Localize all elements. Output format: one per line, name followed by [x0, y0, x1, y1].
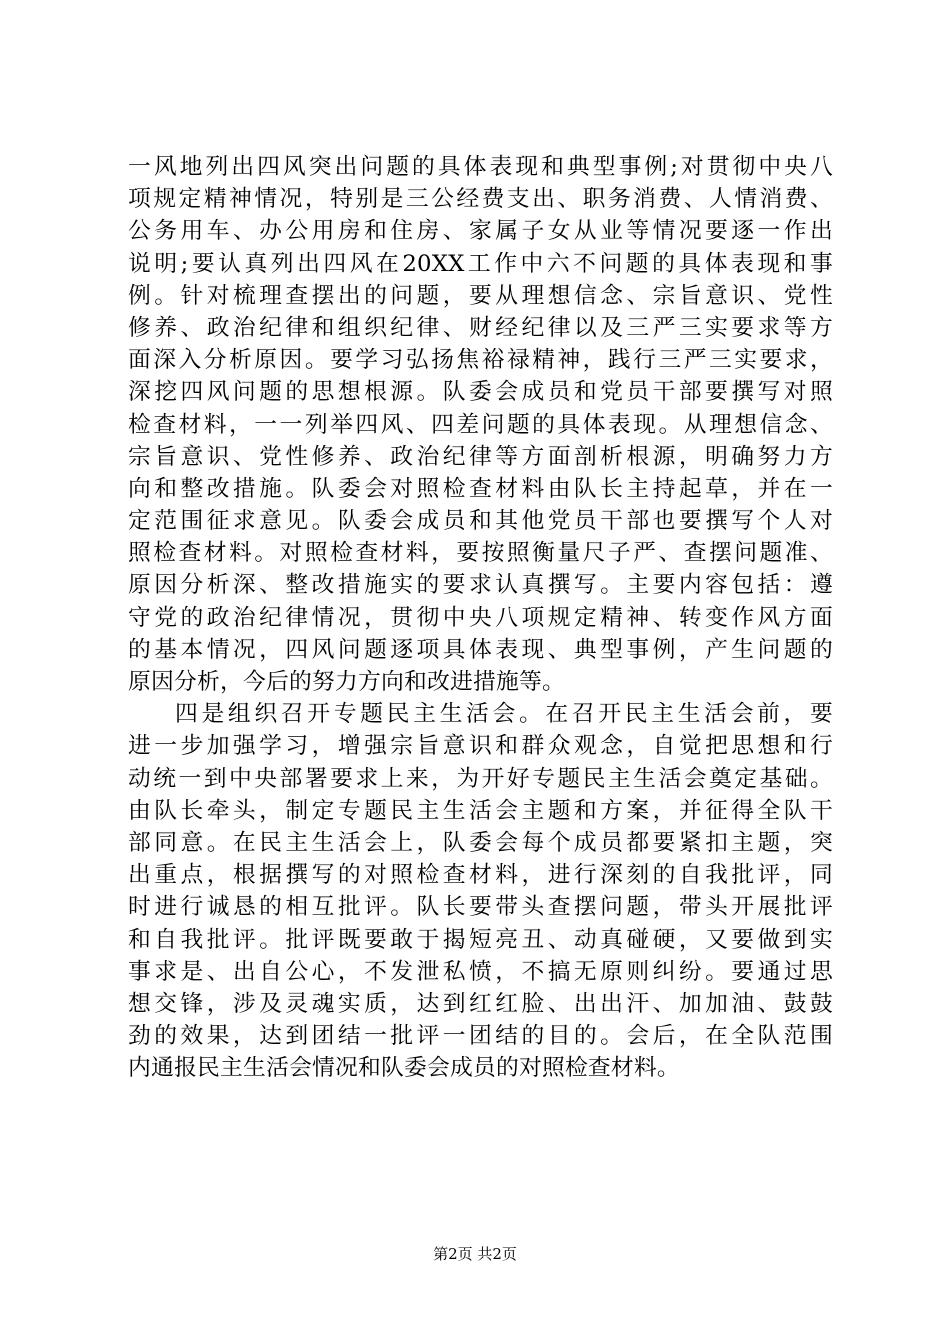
text-line: 和自我批评。批评既要敢于揭短亮丑、动真碰硬，又要做到实: [128, 926, 833, 953]
text-line: 动统一到中央部署要求上来，为开好专题民主生活会奠定基础。: [128, 765, 833, 792]
text-line: 内通报民主生活会情况和队委会成员的对照检查材料。: [128, 1055, 680, 1082]
text-line: 例。针对梳理查摆出的问题，要从理想信念、宗旨意识、党性: [128, 282, 833, 309]
text-line: 宗旨意识、党性修养、政治纪律等方面剖析根源，明确努力方: [128, 443, 833, 470]
text-line: 四是组织召开专题民主生活会。在召开民主生活会前，要: [175, 701, 833, 728]
text-line: 项规定精神情况，特别是三公经费支出、职务消费、人情消费、: [128, 186, 833, 213]
text-line: 定范围征求意见。队委会成员和其他党员干部也要撰写个人对: [128, 508, 833, 535]
text-line: 向和整改措施。队委会对照检查材料由队长主持起草，并在一: [128, 475, 833, 502]
text-line: 事求是、出自公心，不发泄私愤，不搞无原则纠纷。要通过思: [128, 958, 833, 985]
text-line: 深挖四风问题的思想根源。队委会成员和党员干部要撰写对照: [128, 379, 833, 406]
text-line: 想交锋，涉及灵魂实质，达到红红脸、出出汗、加加油、鼓鼓: [128, 990, 833, 1017]
text-line: 出重点，根据撰写的对照检查材料，进行深刻的自我批评，同: [128, 862, 833, 889]
document-body: [128, 151, 833, 1084]
text-line: 公务用车、办公用房和住房、家属子女从业等情况要逐一作出: [128, 218, 833, 245]
text-line: 原因分析，今后的努力方向和改进措施等。: [128, 669, 565, 695]
text-line: 修养、政治纪律和组织纪律、财经纪律以及三严三实要求等方: [128, 314, 833, 341]
text-line: 时进行诚恳的相互批评。队长要带头查摆问题，带头开展批评: [128, 894, 833, 921]
text-line: 一风地列出四风突出问题的具体表现和典型事例;对贯彻中央八: [128, 154, 833, 180]
text-line: 部同意。在民主生活会上，队委会每个成员都要紧扣主题，突: [128, 829, 833, 856]
text-line: 的基本情况，四风问题逐项具体表现、典型事例，产生问题的: [128, 636, 833, 663]
paragraph-1: [128, 151, 833, 698]
text-line: 说明;要认真列出四风在20XX工作中六不问题的具体表现和事: [128, 250, 833, 277]
text-line: 由队长牵头，制定专题民主生活会主题和方案，并征得全队干: [128, 797, 833, 824]
text-line: 检查材料，一一列举四风、四差问题的具体表现。从理想信念、: [128, 411, 833, 438]
text-line: 面深入分析原因。要学习弘扬焦裕禄精神，践行三严三实要求，: [128, 347, 833, 374]
text-line: 劲的效果，达到团结一批评一团结的目的。会后，在全队范围: [128, 1023, 833, 1050]
text-line: 守党的政治纪律情况，贯彻中央八项规定精神、转变作风方面: [128, 604, 833, 631]
paragraph-2: [128, 698, 833, 1084]
text-line: 照检查材料。对照检查材料，要按照衡量尺子严、查摆问题准、: [128, 540, 833, 567]
page-number-footer: 第2页 共2页: [433, 1245, 517, 1263]
text-line: 原因分析深、整改措施实的要求认真撰写。主要内容包括：遵: [128, 572, 833, 599]
text-line: 进一步加强学习，增强宗旨意识和群众观念，自觉把思想和行: [128, 733, 833, 760]
